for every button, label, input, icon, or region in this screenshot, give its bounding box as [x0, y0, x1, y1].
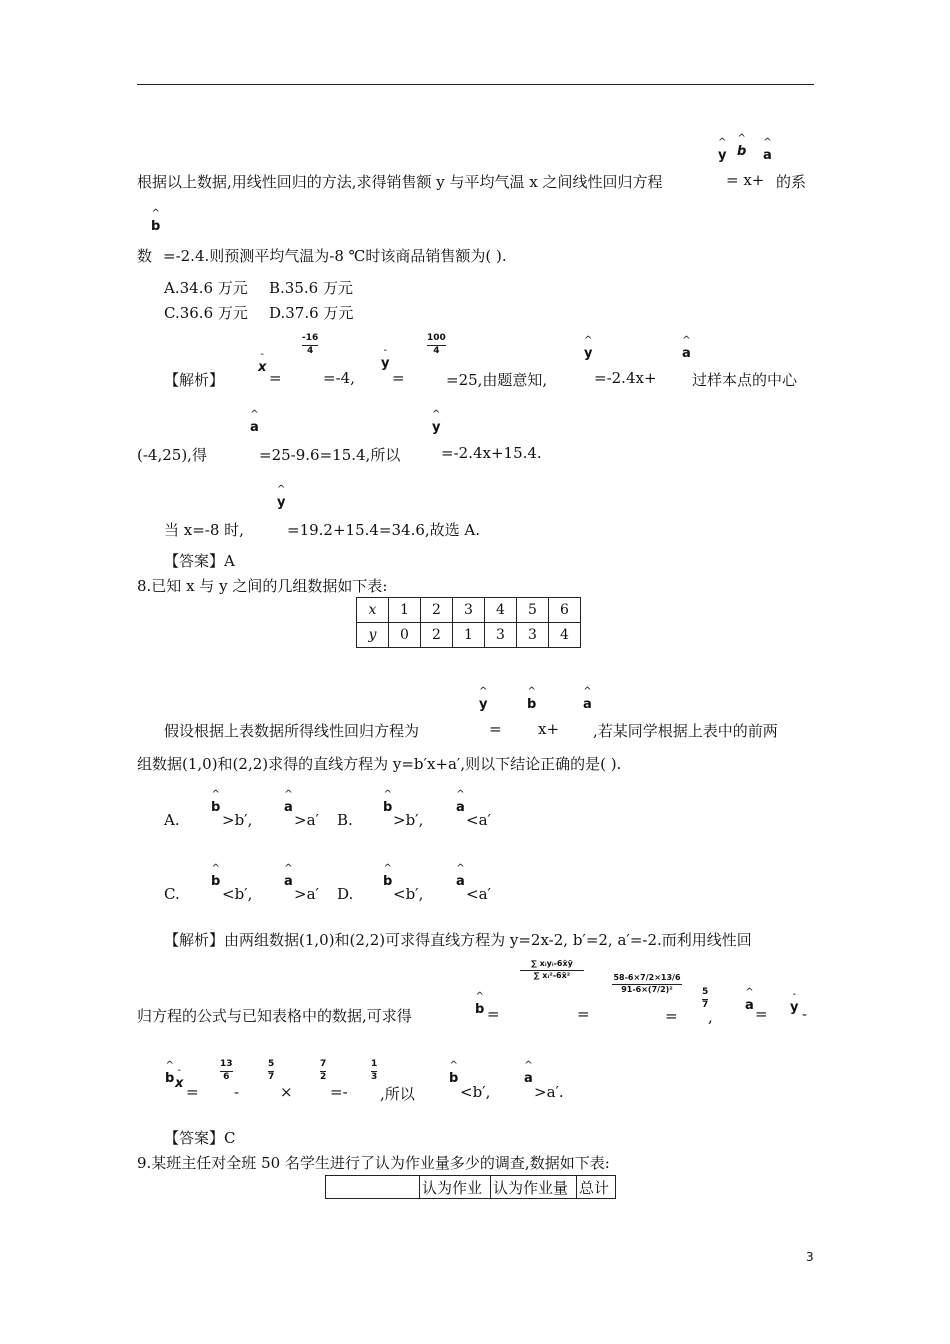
table-cell: 3: [453, 598, 485, 623]
x-bar-symbol: - x: [175, 1065, 184, 1091]
table-header-cell: [326, 1176, 420, 1199]
q8-sol3-b: <b′,: [460, 1083, 491, 1101]
table-cell: 2: [421, 623, 453, 648]
table-cell: 3: [517, 623, 549, 648]
fraction: 100 4: [427, 333, 446, 356]
q7-line2-label: 数: [137, 247, 153, 265]
a-hat-symbol: ^ a: [583, 686, 592, 712]
y-hat-symbol: ^ y: [584, 335, 593, 361]
b-hat-symbol: ^ b: [383, 789, 393, 815]
header-rule: [137, 84, 814, 85]
q7-line1-tail: 的系: [776, 173, 807, 191]
q7-sol3-a: 当 x=-8 时,: [164, 521, 244, 539]
solution-label: 【解析】: [164, 371, 225, 389]
fraction: 5 7: [268, 1059, 275, 1082]
table-cell: 5: [517, 598, 549, 623]
q8-para1-b: ,若某同学根据上表中的前两: [593, 722, 778, 740]
equals-sign: =: [487, 1005, 500, 1023]
q8-data-table: [356, 597, 581, 648]
page-number: 3: [806, 1250, 814, 1264]
q7-answer: 【答案】A: [164, 552, 235, 570]
b-hat-symbol: ^ b: [527, 686, 537, 712]
table-cell: 1: [453, 623, 485, 648]
fraction: 1 3: [371, 1059, 378, 1082]
q7-sol2-b: =25-9.6=15.4,所以: [259, 446, 401, 464]
b-hat-symbol: ^ b: [475, 991, 485, 1017]
q7-sol-eq1: =: [269, 369, 282, 387]
equals-sign: =: [186, 1083, 199, 1101]
q8-option-a-label: A.: [164, 811, 180, 829]
q7-option-a: A.34.6 万元: [164, 279, 248, 297]
table-row: [357, 623, 581, 648]
b-hat-symbol: ^ b: [151, 208, 161, 234]
minus-sign: -: [234, 1083, 240, 1101]
formula-fraction: ∑ xᵢyᵢ-6x̄ȳ ∑ xᵢ²-6x̄²: [520, 960, 584, 981]
table-row: [357, 598, 581, 623]
a-hat-symbol: ^ a: [284, 863, 293, 889]
a-hat-symbol: ^ a: [745, 987, 754, 1013]
q7-sol-v4: 过样本点的中心: [692, 371, 798, 389]
q7-sol3-b: =19.2+15.4=34.6,故选 A.: [287, 521, 481, 539]
q8-option-d-2: <a′: [466, 885, 491, 903]
q8-option-b-2: <a′: [466, 811, 491, 829]
q7-sol-v2: =25,由题意知,: [446, 371, 548, 389]
q7-line2: =-2.4.则预测平均气温为-8 ℃时该商品销售额为( ).: [163, 247, 507, 265]
q7-option-b: B.35.6 万元: [269, 279, 353, 297]
fraction: 13 6: [220, 1059, 233, 1082]
table-cell: 2: [421, 598, 453, 623]
fraction: 5 7: [702, 987, 709, 1010]
b-hat-symbol: ^ b: [737, 133, 747, 159]
table-header-cell: 认为作业量: [491, 1176, 577, 1199]
q8-option-a-2: >a′: [294, 811, 319, 829]
y-hat-symbol: ^ y: [718, 137, 727, 163]
table-header-x: x: [357, 598, 389, 623]
b-hat-symbol: ^ b: [211, 789, 221, 815]
q8-para1-eq: =: [489, 720, 502, 738]
q8-para1-x: x+: [538, 720, 560, 738]
q8-title: 8.已知 x 与 y 之间的几组数据如下表:: [137, 577, 388, 595]
q7-sol2-a: (-4,25),得: [137, 446, 207, 464]
fraction: -16 4: [302, 333, 319, 356]
equals-sign: =: [577, 1005, 590, 1023]
table-cell: 4: [549, 623, 581, 648]
q8-sol2: 归方程的公式与已知表格中的数据,可求得: [137, 1007, 412, 1025]
table-row: [326, 1176, 616, 1199]
a-hat-symbol: ^ a: [456, 789, 465, 815]
table-header-y: y: [357, 623, 389, 648]
q8-option-c-1: <b′,: [222, 885, 253, 903]
a-hat-symbol: ^ a: [284, 789, 293, 815]
q7-option-c: C.36.6 万元: [164, 304, 248, 322]
y-hat-symbol: ^ y: [432, 409, 441, 435]
a-hat-symbol: ^ a: [524, 1060, 533, 1086]
y-bar-symbol: - y: [790, 989, 799, 1015]
comma: ,: [708, 1008, 713, 1026]
q8-answer: 【答案】C: [164, 1129, 236, 1147]
equals-sign: =: [755, 1005, 768, 1023]
table-header-cell: 认为作业: [420, 1176, 491, 1199]
equals-minus: =-: [330, 1083, 348, 1101]
q8-para2: 组数据(1,0)和(2,2)求得的直线方程为 y=b′x+a′,则以下结论正确的是( ).: [137, 755, 622, 773]
b-hat-symbol: ^ b: [383, 863, 393, 889]
q8-sol1: 【解析】由两组数据(1,0)和(2,2)可求得直线方程为 y=2x-2, b′=2, a′=-2.而利用线性回: [164, 931, 752, 949]
q7-option-d: D.37.6 万元: [269, 304, 354, 322]
b-hat-symbol: ^ b: [211, 863, 221, 889]
q9-title: 9.某班主任对全班 50 名学生进行了认为作业量多少的调查,数据如下表:: [137, 1154, 610, 1172]
formula-fraction: 58-6×7/2×13/6 91-6×(7/2)²: [613, 973, 681, 994]
q8-option-d-label: D.: [337, 885, 354, 903]
b-hat-symbol: ^ b: [449, 1060, 459, 1086]
table-header-cell: 总计: [577, 1176, 616, 1199]
q7-sol-v3: =-2.4x+: [594, 369, 657, 387]
q8-option-b-label: B.: [337, 811, 353, 829]
table-cell: 4: [485, 598, 517, 623]
q9-data-table: [325, 1175, 616, 1199]
times-sign: ×: [280, 1083, 293, 1101]
q8-sol3-c: >a′.: [534, 1083, 564, 1101]
q7-line1: 根据以上数据,用线性回归的方法,求得销售额 y 与平均气温 x 之间线性回归方程: [137, 173, 663, 191]
q8-option-d-1: <b′,: [393, 885, 424, 903]
q7-sol-eq2: =: [392, 369, 405, 387]
table-cell: 6: [549, 598, 581, 623]
y-hat-symbol: ^ y: [277, 484, 286, 510]
q7-sol2-c: =-2.4x+15.4.: [441, 444, 542, 462]
q8-option-c-label: C.: [164, 885, 180, 903]
q8-option-a-1: >b′,: [222, 811, 253, 829]
x-bar-symbol: - x: [258, 349, 267, 375]
table-cell: 3: [485, 623, 517, 648]
q8-sol3-a: ,所以: [380, 1085, 415, 1103]
q8-option-b-1: >b′,: [393, 811, 424, 829]
table-cell: 1: [389, 598, 421, 623]
y-hat-symbol: ^ y: [479, 686, 488, 712]
a-hat-symbol: ^ a: [682, 335, 691, 361]
a-hat-symbol: ^ a: [250, 409, 259, 435]
minus-sign: -: [802, 1005, 808, 1023]
a-hat-symbol: ^ a: [456, 863, 465, 889]
q7-line1-eq: = x+: [726, 171, 765, 189]
fraction: 7 2: [320, 1059, 327, 1082]
a-hat-symbol: ^ a: [763, 137, 772, 163]
q8-option-c-2: >a′: [294, 885, 319, 903]
b-hat-symbol: ^ b: [165, 1060, 175, 1086]
equals-sign: =: [665, 1007, 678, 1025]
table-cell: 0: [389, 623, 421, 648]
y-bar-symbol: - y: [381, 345, 390, 371]
q8-para1-a: 假设根据上表数据所得线性回归方程为: [164, 722, 420, 740]
q7-sol-v1: =-4,: [323, 369, 355, 387]
